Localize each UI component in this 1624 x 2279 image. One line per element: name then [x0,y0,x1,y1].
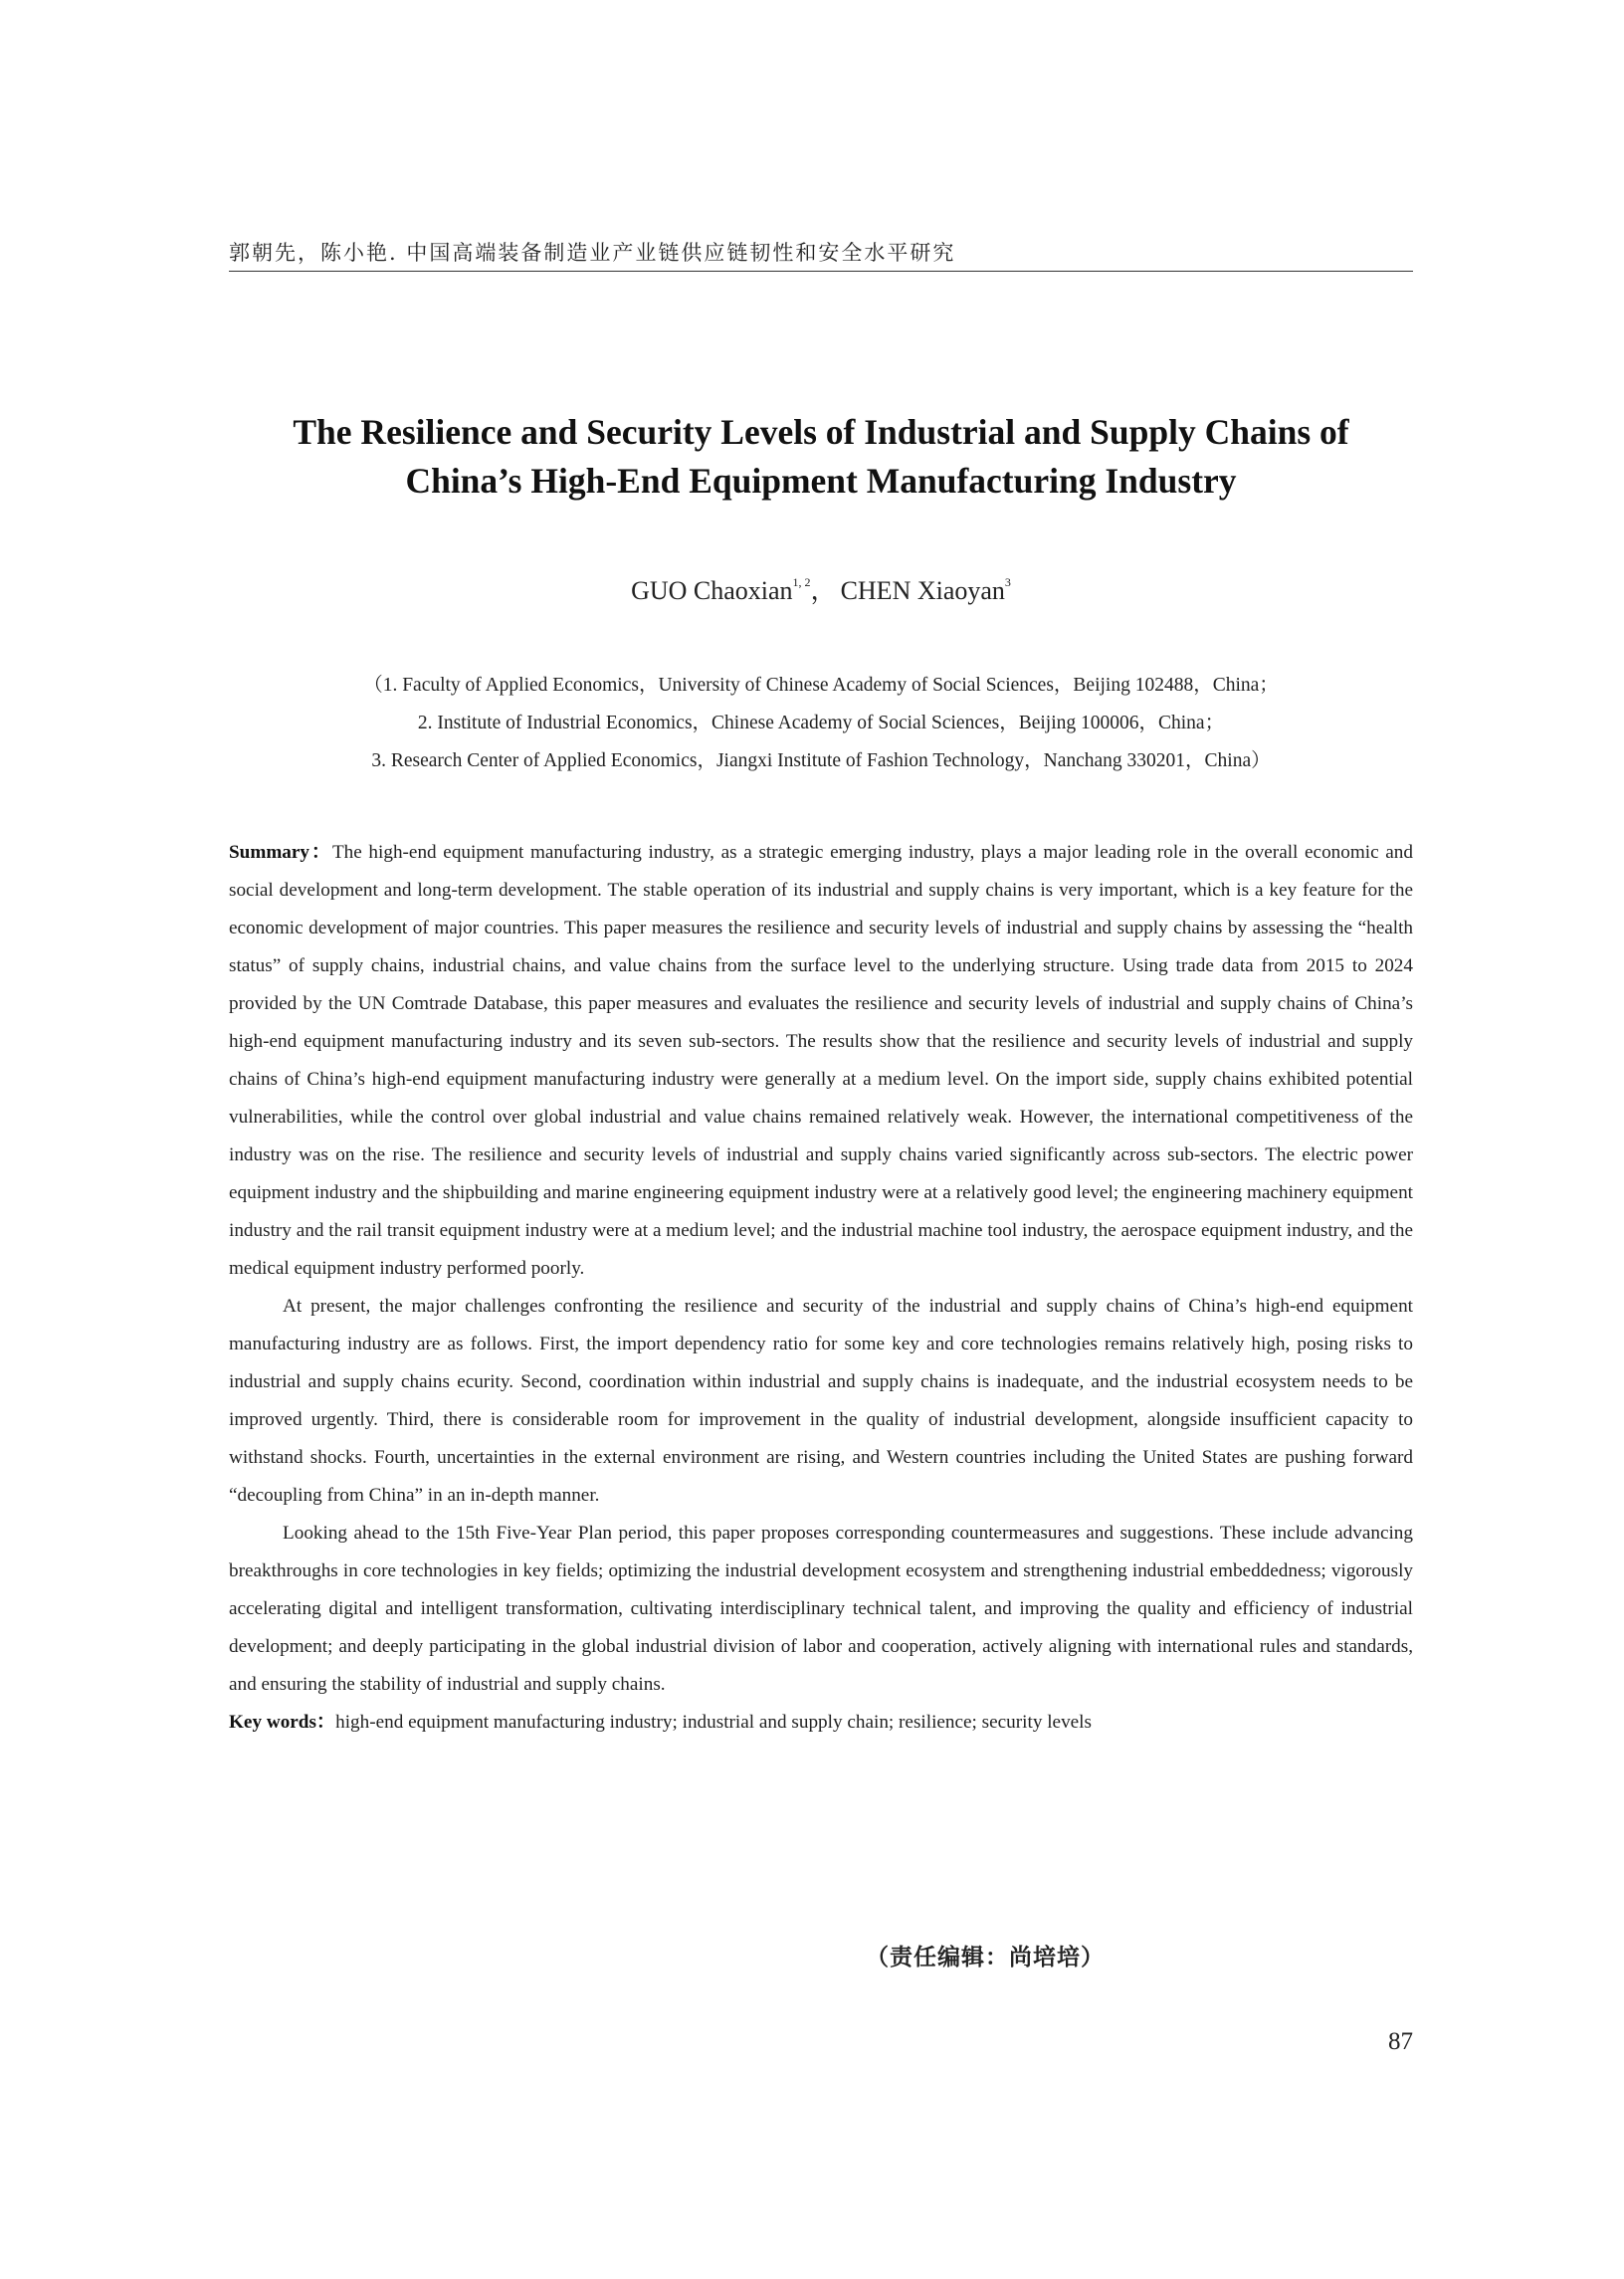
summary-text: The high-end equipment manufacturing industry, as a strategic emerging industry, plays a major leading role in the overall economic and social development and long-term development. The stable operation of its industrial and supply chains is very important, which is a key feature for the economic development of major countries. This paper measures the resilience and security levels of industrial and supply chains by assessing the “health status” of supply chains, industrial chains, and value chains from the surface level to the underlying structure. Using trade data from 2015 to 2024 provided by the UN Comtrade Database, this paper measures and evaluates the resilience and security levels of industrial and supply chains of China’s high-end equipment manufacturing industry and its seven sub-sectors. The results show that the resilience and security levels of industrial and supply chains of China’s high-end equipment manufacturing industry were generally at a medium level. On the import side, supply chains exhibited potential vulnerabilities, while the control over global industrial and value chains remained relatively weak. However, the international competitiveness of the industry was on the rise. The resilience and security levels of industrial and supply chains varied significantly across sub-sectors. The electric power equipment industry and the shipbuilding and marine engineering equipment industry were at a relatively good level; the engineering machinery equipment industry and the rail transit equipment industry were at a medium level; and the industrial machine tool industry, the aerospace equipment industry, and the medical equipment industry performed poorly. [229,842,1413,1279]
author-affiliation-marker: 1, 2 [792,575,811,589]
header-rule [229,271,1413,272]
summary-label: Summary： [229,842,332,863]
author-name: CHEN Xiaoyan [840,576,1005,605]
keywords-paragraph [229,1704,1413,1742]
body-paragraph: Looking ahead to the 15th Five-Year Plan period, this paper proposes corresponding countermeasures and suggestions. These include advancing breakthroughs in core technologies in key fields; optimizing the industrial development ecosystem and strengthening industrial embeddedness; vigorously accelerating digital and intelligent transformation, cultivating interdisciplinary technical talent, and improving the quality and efficiency of industrial development; and deeply participating in the global industrial division of labor and cooperation, actively aligning with international rules and standards, and ensuring the stability of industrial and supply chains. [229,1523,1413,1695]
page-number: 87 [1388,2028,1413,2055]
affiliations [229,667,1413,780]
affiliation-line: 3. Research Center of Applied Economics，Jiangxi Institute of Fashion Technology，Nanchang 330201，China） [371,750,1271,771]
author-name: GUO Chaoxian [631,576,793,605]
abstract-body [229,834,1413,1742]
title-line-1: The Resilience and Security Levels of Industrial and Supply Chains of [293,412,1349,452]
keywords-label: Key words： [229,1712,336,1733]
summary-paragraph [229,834,1413,1288]
affiliation-line: （1. Faculty of Applied Economics，University of Chinese Academy of Social Sciences，Beijing 102488，China； [363,675,1279,696]
paper-title [229,408,1413,506]
editor-note: （责任编辑：尚培培） [866,1945,1105,1970]
author-list [229,570,1413,607]
author-separator: ， [810,576,837,605]
author-affiliation-marker: 3 [1004,575,1011,589]
keywords-text: high-end equipment manufacturing industry; industrial and supply chain; resilience; security levels [335,1712,1092,1733]
body-paragraph: At present, the major challenges confronting the resilience and security of the industrial and supply chains of China’s high-end equipment manufacturing industry are as follows. First, the import dependency ratio for some key and core technologies remains relatively high, posing risks to industrial and supply chains ecurity. Second, coordination within industrial and supply chains is inadequate, and the industrial ecosystem needs to be improved urgently. Third, there is considerable room for improvement in the quality of industrial development, alongside insufficient capacity to withstand shocks. Fourth, uncertainties in the external environment are rising, and Western countries including the United States are pushing forward “decoupling from China” in an in-depth manner. [229,1296,1413,1506]
affiliation-line: 2. Institute of Industrial Economics，Chinese Academy of Social Sciences，Beijing 100006，China； [417,713,1225,733]
running-head: 郭朝先，陈小艳. 中国高端装备制造业产业链供应链韧性和安全水平研究 [229,241,956,265]
title-line-2: China’s High-End Equipment Manufacturing Industry [405,461,1237,501]
